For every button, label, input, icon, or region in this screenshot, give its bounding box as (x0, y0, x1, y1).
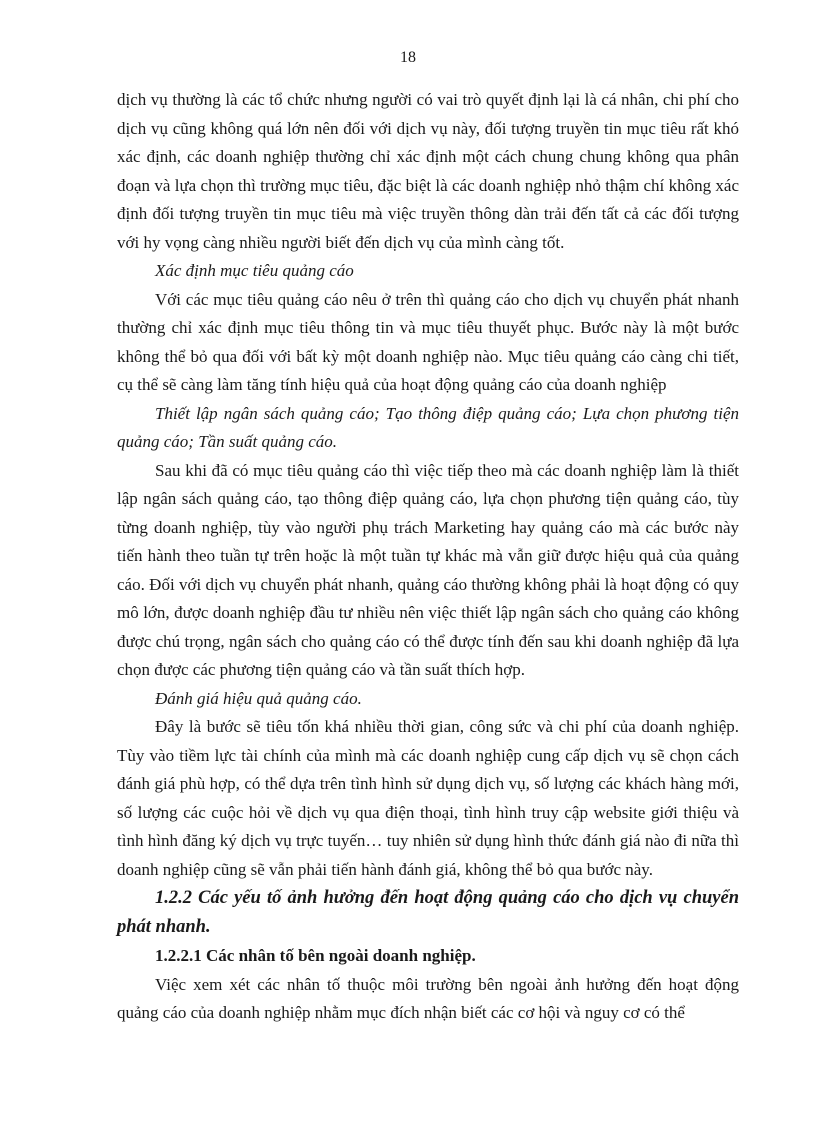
paragraph-continuation: dịch vụ thường là các tổ chức nhưng người có vai trò quyết định lại là cá nhân, chi phí cho dịch vụ cũng không quá lớn nên đối với dịch vụ này, đối tượng truyền tin mục tiêu rất khó xác định, các doanh nghiệp thường chỉ xác định một cách chung chung không qua phân đoạn và lựa chọn thì trường mục tiêu, đặc biệt là các doanh nghiệp nhỏ thậm chí không xác định đối tượng truyền tin mục tiêu mà việc truyền thông dàn trải đến tất cả các đối tượng với hy vọng càng nhiều người biết đến dịch vụ của mình càng tốt. (117, 90, 739, 252)
subheading-budget-message-media: Thiết lập ngân sách quảng cáo; Tạo thông điệp quảng cáo; Lựa chọn phương tiện quảng cáo; Tần suất quảng cáo. (117, 403, 739, 451)
subheading-evaluate: Đánh giá hiệu quả quảng cáo. (155, 688, 362, 708)
paragraph-objectives: Với các mục tiêu quảng cáo nêu ở trên thì quảng cáo cho dịch vụ chuyển phát nhanh thường chỉ xác định mục tiêu thông tin và mục tiêu thuyết phục. Bước này là một bước không thể bỏ qua đối với bất kỳ một doanh nghiệp nào. Mục tiêu quảng cáo càng chi tiết, cụ thể sẽ càng làm tăng tính hiệu quả của hoạt động quảng cáo của doanh nghiệp (117, 289, 739, 394)
subheading-define-objectives: Xác định mục tiêu quảng cáo (155, 261, 354, 280)
section-heading-1-2-2-1: 1.2.2.1 Các nhân tố bên ngoài doanh nghiệp. (155, 946, 476, 965)
paragraph-external-factors: Việc xem xét các nhân tố thuộc môi trường bên ngoài ảnh hưởng đến hoạt động quảng cáo của doanh nghiệp nhằm mục đích nhận biết các cơ hội và nguy cơ có thể (117, 974, 739, 1022)
section-heading-1-2-2: 1.2.2 Các yếu tố ảnh hưởng đến hoạt động quảng cáo cho dịch vụ chuyển phát nhanh. (117, 888, 739, 937)
paragraph-budget: Sau khi đã có mục tiêu quảng cáo thì việc tiếp theo mà các doanh nghiệp làm là thiết lập ngân sách quảng cáo, tạo thông điệp quảng cáo, lựa chọn phương tiện quảng cáo, tùy từng doanh nghiệp, tùy vào người phụ trách Marketing hay quảng cáo mà các bước này tiến hành theo tuần tự trên hoặc là một tuần tự khác mà vẫn giữ được hiệu quả của quảng cáo. Đối với dịch vụ chuyển phát nhanh, quảng cáo thường không phải là hoạt động có quy mô lớn, được doanh nghiệp đầu tư nhiều nên việc thiết lập ngân sách cho quảng cáo không được chú trọng, ngân sách cho quảng cáo có thể được tính đến sau khi doanh nghiệp đã lựa chọn được các phương tiện quảng cáo và tần suất thích hợp. (117, 460, 739, 679)
page-number: 18 (400, 49, 416, 66)
paragraph-evaluate: Đây là bước sẽ tiêu tốn khá nhiều thời gian, công sức và chi phí của doanh nghiệp. Tùy vào tiềm lực tài chính của mình mà các doanh nghiệp cung cấp dịch vụ sẽ chọn cách đánh giá phù hợp, có thể dựa trên tình hình sử dụng dịch vụ, số lượng các khách hàng mới, số lượng các cuộc hỏi về dịch vụ qua điện thoại, tình hình truy cập website giới thiệu và tình hình đăng ký dịch vụ trực tuyến… tuy nhiên sử dụng hình thức đánh giá nào đi nữa thì doanh nghiệp cũng sẽ vẫn phải tiến hành đánh giá, không thể bỏ qua bước này. (117, 717, 739, 879)
page-body (117, 86, 739, 1028)
